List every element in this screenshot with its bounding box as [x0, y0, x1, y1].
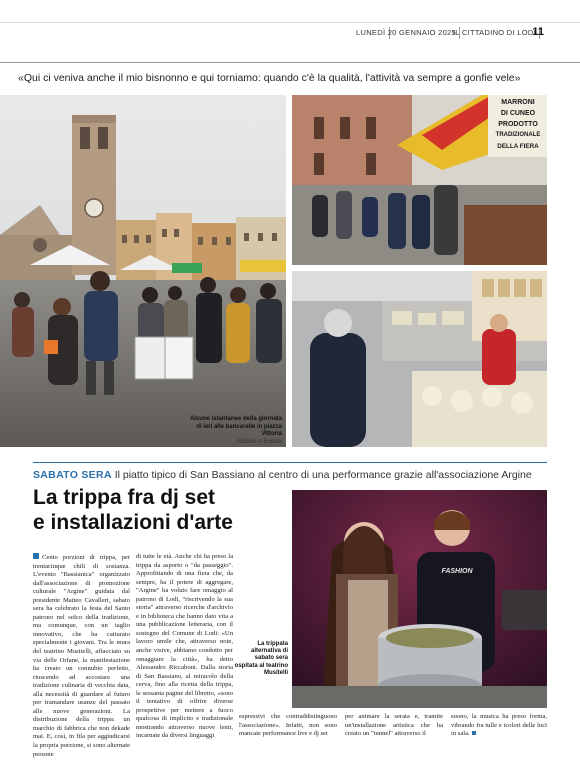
chestnut-stall-photo [292, 95, 547, 265]
market-square-photo [0, 95, 286, 447]
header-date: LUNEDÌ 20 GENNAIO 2025 [356, 28, 456, 37]
article-column-4: per animare la serata e, tramite un'installazione artistica che ha creato un "tunnel" attraverso il [345, 713, 443, 738]
section-kicker [33, 469, 532, 481]
photo-credit: Ribolini e Borella [236, 438, 282, 445]
tripe-photo [292, 490, 547, 708]
section-rule [33, 462, 547, 463]
kicker-label: SABATO SERA [33, 469, 112, 481]
stall-sign: MARRONI DI CUNEO PRODOTTO TRADIZIONALE DELLA FIERA [495, 99, 541, 150]
lead-square-icon [33, 553, 39, 559]
shirt-print: FASHION [441, 568, 473, 575]
pull-quote: «Qui ci veniva anche il mio bisnonno e qui torniamo: quando c'è la qualità, l'attività va sempre a gonfie vele» [18, 72, 521, 84]
top-rule [0, 22, 580, 23]
tripe-photo-caption: La trippata alternativa di sabato sera ospitata al teatrino Musitelli [234, 641, 288, 676]
article-column-2: di tutte le età. Anche chi ha preso la trippa da asporto o "da passeggio". Approfittando di una fiera che, da sempre, ha il potere di aggregare, "Argine" ha voluto fare omaggio al patrono di Lodi, "riscrivendo la sua storia" attraverso ricerche d'archivio e in biblioteca che hanno dato vita a una pubblicazione letteraria, con il sostegno del Comune di Lodi: «Un lavoro umile che, attraverso note, anche visive, abbiamo condotto per omaggiare la città», ha detto Alessandro Riccaboni. Dalla storia di San Bassiano, al miracolo della cerva, fino alla ricetta della trippa, le sessanta pagine del libretto, «sono il tentativo di offrire diverse prospettive per mettere a fuoco qualcosa di implicito e tradizionale mostrando attraverso nuove lenti, incarnate da diversi linguaggi [136, 553, 233, 740]
article-headline: La trippa fra dj set e installazioni d'arte [33, 486, 233, 534]
article-column-5: suono, la musica ha preso forma, vibrando fra tulle e icolori delle luci in sala. [451, 713, 547, 738]
article-column-3: espressivi che contraddistinguono l'associazione». Infatti, non sono mancate performance live e dj set [239, 713, 337, 738]
page-header [0, 26, 580, 44]
page-number: 11 [532, 26, 544, 38]
header-publication: IL CITTADINO DI LODI [452, 28, 536, 37]
article-column-1: Cento porzioni di trippa, per trentacinque chili di sostanza. L'evento "Bassianica" organizzato dall'associazione di promozione culturale "Argine" guidata dal presidente Matteo Cavalleri, sabato sera ha celebrato la festa del Santo patrono nel solco della tradizione, ma comunque, con un taglio innovativo, che ha catturato specialmente i giovani. Tra le mura del teatrino Musitelli, affacciato su via delle Orfane, la manifestazione ha creato un connubio perfetto, riuscendo ad accostare una tradizione culinaria di vecchia data, alla necessità di guardare al futuro per tramandare usanze del passato alle nuove generazioni. La distribuzione della trippa: un marchio di fabbrica che non dekade mai. E, così, in fila per aggiudicarsi la propria porzione, si sono alternate persone [33, 554, 130, 758]
end-square-icon [472, 731, 476, 735]
market-photo-caption: Alcune istantanee della giornata di ieri alle bancarelle in piazza Vittoria Ribolini e Borella [189, 416, 282, 445]
cheese-stall-photo [292, 271, 547, 447]
kicker-text: Il piatto tipico di San Bassiano al centro di una performance grazie all'associazione Argine [114, 469, 532, 481]
quote-top-rule [0, 62, 580, 63]
